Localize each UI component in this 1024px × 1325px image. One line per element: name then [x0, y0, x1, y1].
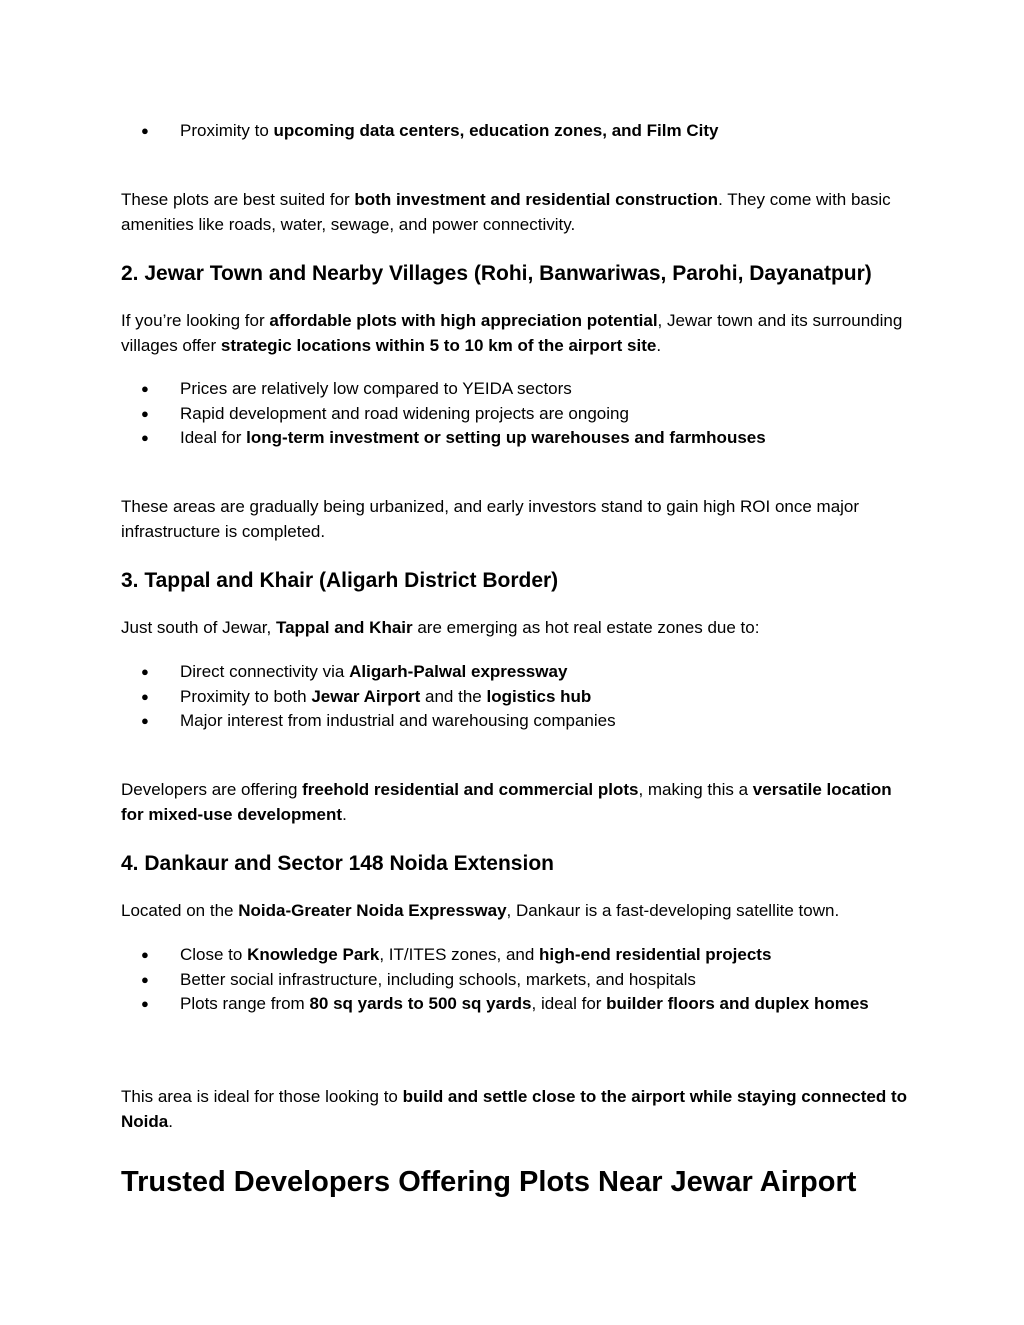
paragraph-dankaur-closing: This area is ideal for those looking to build and settle close to the airport while staying connected to Noida.: [121, 1087, 908, 1131]
list-item: ● Major interest from industrial and warehousing companies: [121, 709, 911, 734]
bullet-icon: ●: [141, 971, 149, 987]
paragraph-tappal-closing: Developers are offering freehold residential and commercial plots, making this a versatile location for mixed-use development.: [121, 780, 892, 824]
paragraph-jewar-closing: These areas are gradually being urbanized, and early investors stand to gain high ROI once major infrastructure is completed.: [121, 497, 860, 541]
bullet-icon: ●: [141, 996, 149, 1011]
list-item: ● Plots range from 80 sq yards to 500 sq yards, ideal for builder floors and duplex homes: [121, 992, 911, 1017]
bullet-icon: ●: [141, 430, 149, 445]
list-item: ● Better social infrastructure, including schools, markets, and hospitals: [121, 968, 911, 993]
bullet-icon: ●: [141, 713, 149, 728]
list-item: ● Direct connectivity via Aligarh-Palwal expressway: [121, 660, 911, 685]
bullet-icon: ●: [141, 405, 149, 421]
section-heading-trusted-developers: Trusted Developers Offering Plots Near Jewar Airport: [121, 1166, 857, 1198]
dankaur-bullet-list: [121, 943, 911, 1017]
paragraph-jewar-intro: If you’re looking for affordable plots with high appreciation potential, Jewar town and its surrounding villages offer strategic locations within 5 to 10 km of the airport site.: [121, 311, 903, 355]
section-heading-tappal-khair: 3. Tappal and Khair (Aligarh District Border): [121, 569, 559, 592]
section-heading-dankaur: 4. Dankaur and Sector 148 Noida Extension: [121, 852, 554, 875]
list-item: ● Close to Knowledge Park, IT/ITES zones, and high-end residential projects: [121, 943, 911, 968]
list-item: ● Proximity to upcoming data centers, education zones, and Film City: [121, 119, 911, 144]
list-item: ● Prices are relatively low compared to YEIDA sectors: [121, 377, 911, 402]
top-bullet-list: [121, 119, 911, 144]
jewar-bullet-list: [121, 377, 911, 451]
tappal-bullet-list: [121, 660, 911, 734]
bullet-icon: ●: [141, 664, 149, 679]
list-item: ● Ideal for long-term investment or setting up warehouses and farmhouses: [121, 426, 911, 451]
bullet-icon: ●: [141, 123, 149, 138]
list-item: ● Proximity to both Jewar Airport and the logistics hub: [121, 685, 911, 710]
bullet-icon: ●: [141, 381, 149, 396]
paragraph-plots-suited: These plots are best suited for both investment and residential construction. They come with basic amenities like roads, water, sewage, and power connectivity.: [121, 190, 891, 234]
paragraph-dankaur-intro: Located on the Noida-Greater Noida Expressway, Dankaur is a fast-developing satellite town.: [121, 901, 840, 920]
bullet-icon: ●: [141, 947, 149, 962]
section-heading-jewar-town: 2. Jewar Town and Nearby Villages (Rohi, Banwariwas, Parohi, Dayanatpur): [121, 262, 872, 285]
paragraph-tappal-intro: Just south of Jewar, Tappal and Khair are emerging as hot real estate zones due to:: [121, 618, 760, 637]
bullet-icon: ●: [141, 688, 149, 704]
list-item: ● Rapid development and road widening projects are ongoing: [121, 402, 911, 427]
